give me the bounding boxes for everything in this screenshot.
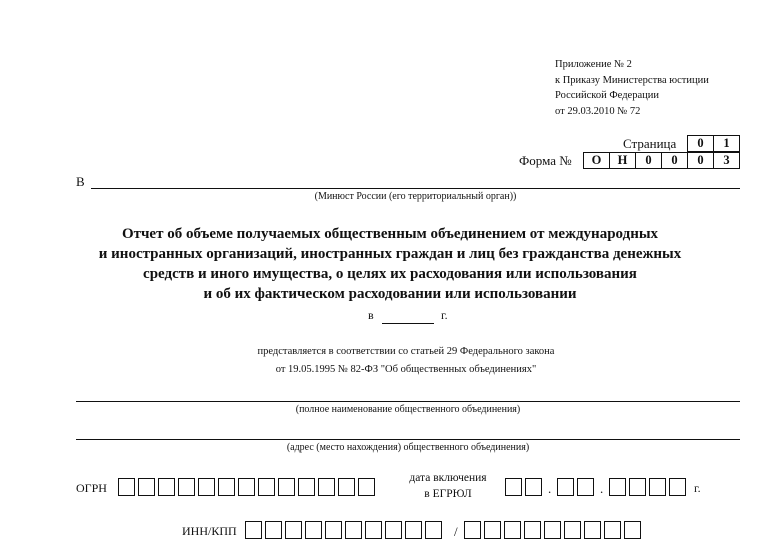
kpp-digit-box[interactable] (464, 521, 481, 539)
form-code-cells (583, 152, 740, 169)
kpp-digit-box[interactable] (564, 521, 581, 539)
ogrn-boxes[interactable] (118, 478, 375, 496)
page-label: Страница (623, 136, 677, 151)
appendix-line: Приложение № 2 (555, 59, 632, 70)
page-number-cells (687, 135, 740, 152)
date-dot: . (600, 481, 604, 496)
egrul-day-boxes[interactable] (505, 478, 542, 496)
form-label: Форма № (519, 153, 572, 168)
title-line: и иностранных организаций, иностранных граждан и лиц без гражданства денежных (98, 246, 682, 262)
kpp-digit-box[interactable] (604, 521, 621, 539)
form-code-char: 3 (714, 153, 740, 169)
ogrn-digit-box[interactable] (298, 478, 315, 496)
inn-kpp-separator: / (454, 524, 458, 539)
inn-digit-box[interactable] (305, 521, 322, 539)
title-line: Отчет об объеме получаемых общественным объединением от международных (121, 226, 659, 242)
ogrn-digit-box[interactable] (318, 478, 335, 496)
egrul-label-line: дата включения (409, 472, 487, 484)
kpp-digit-box[interactable] (544, 521, 561, 539)
inn-digit-box[interactable] (385, 521, 402, 539)
title-line: средств и иного имущества, о целях их расходования или использования (143, 266, 637, 282)
date-digit-box[interactable] (525, 478, 542, 496)
kpp-digit-box[interactable] (504, 521, 521, 539)
recipient-caption: (Минюст России (его территориальный орган)) (314, 191, 517, 202)
egrul-month-boxes[interactable] (557, 478, 594, 496)
ogrn-digit-box[interactable] (178, 478, 195, 496)
ogrn-digit-box[interactable] (138, 478, 155, 496)
kpp-digit-box[interactable] (524, 521, 541, 539)
ogrn-digit-box[interactable] (338, 478, 355, 496)
report-title (60, 224, 720, 304)
org-name-caption: (полное наименование общественного объединения) (295, 404, 521, 415)
ogrn-digit-box[interactable] (258, 478, 275, 496)
basis-line: от 19.05.1995 № 82-ФЗ "Об общественных объединениях" (275, 364, 537, 375)
recipient-field-line[interactable] (91, 188, 740, 189)
appendix-line: от 29.03.2010 № 72 (555, 105, 641, 117)
kpp-digit-box[interactable] (624, 521, 641, 539)
year-suffix: г. (441, 308, 448, 322)
inn-digit-box[interactable] (245, 521, 262, 539)
inn-kpp-label: ИНН/КПП (182, 524, 237, 538)
date-digit-box[interactable] (609, 478, 626, 496)
date-digit-box[interactable] (557, 478, 574, 496)
form-code-char: 0 (636, 153, 662, 169)
appendix-line: Российской Федерации (555, 90, 659, 101)
year-prefix: в (368, 308, 374, 322)
page-digit: 1 (714, 136, 740, 152)
form-code-char: 0 (662, 153, 688, 169)
ogrn-digit-box[interactable] (358, 478, 375, 496)
egrul-year-boxes[interactable] (609, 478, 686, 496)
inn-digit-box[interactable] (425, 521, 442, 539)
inn-digit-box[interactable] (265, 521, 282, 539)
ogrn-digit-box[interactable] (198, 478, 215, 496)
date-digit-box[interactable] (629, 478, 646, 496)
date-dot: . (548, 481, 552, 496)
inn-digit-box[interactable] (345, 521, 362, 539)
inn-digit-box[interactable] (365, 521, 382, 539)
org-address-field-line[interactable] (76, 439, 740, 440)
ogrn-digit-box[interactable] (238, 478, 255, 496)
date-year-suffix: г. (694, 481, 701, 495)
date-digit-box[interactable] (649, 478, 666, 496)
form-code-char: О (584, 153, 610, 169)
kpp-boxes[interactable] (464, 521, 641, 539)
ogrn-digit-box[interactable] (118, 478, 135, 496)
date-digit-box[interactable] (505, 478, 522, 496)
form-code-char: 0 (688, 153, 714, 169)
form-code-char: Н (610, 153, 636, 169)
inn-boxes[interactable] (245, 521, 442, 539)
appendix-line: к Приказу Министерства юстиции (555, 74, 709, 86)
ogrn-digit-box[interactable] (158, 478, 175, 496)
title-line: и об их фактическом расходовании или использовании (203, 286, 577, 302)
inn-digit-box[interactable] (285, 521, 302, 539)
ogrn-label: ОГРН (76, 481, 107, 495)
org-address-caption: (адрес (место нахождения) общественного объединения) (286, 442, 530, 453)
date-digit-box[interactable] (577, 478, 594, 496)
basis-line: представляется в соответствии со статьей 29 Федерального закона (257, 346, 555, 357)
ogrn-digit-box[interactable] (278, 478, 295, 496)
year-field-line[interactable] (382, 323, 434, 324)
page-digit: 0 (688, 136, 714, 152)
recipient-prefix: В (76, 174, 85, 189)
inn-digit-box[interactable] (405, 521, 422, 539)
kpp-digit-box[interactable] (484, 521, 501, 539)
org-name-field-line[interactable] (76, 401, 740, 402)
date-digit-box[interactable] (669, 478, 686, 496)
ogrn-digit-box[interactable] (218, 478, 235, 496)
kpp-digit-box[interactable] (584, 521, 601, 539)
egrul-label-line: в ЕГРЮЛ (424, 488, 472, 500)
egrul-label (398, 470, 498, 502)
inn-digit-box[interactable] (325, 521, 342, 539)
appendix-block (555, 57, 709, 119)
